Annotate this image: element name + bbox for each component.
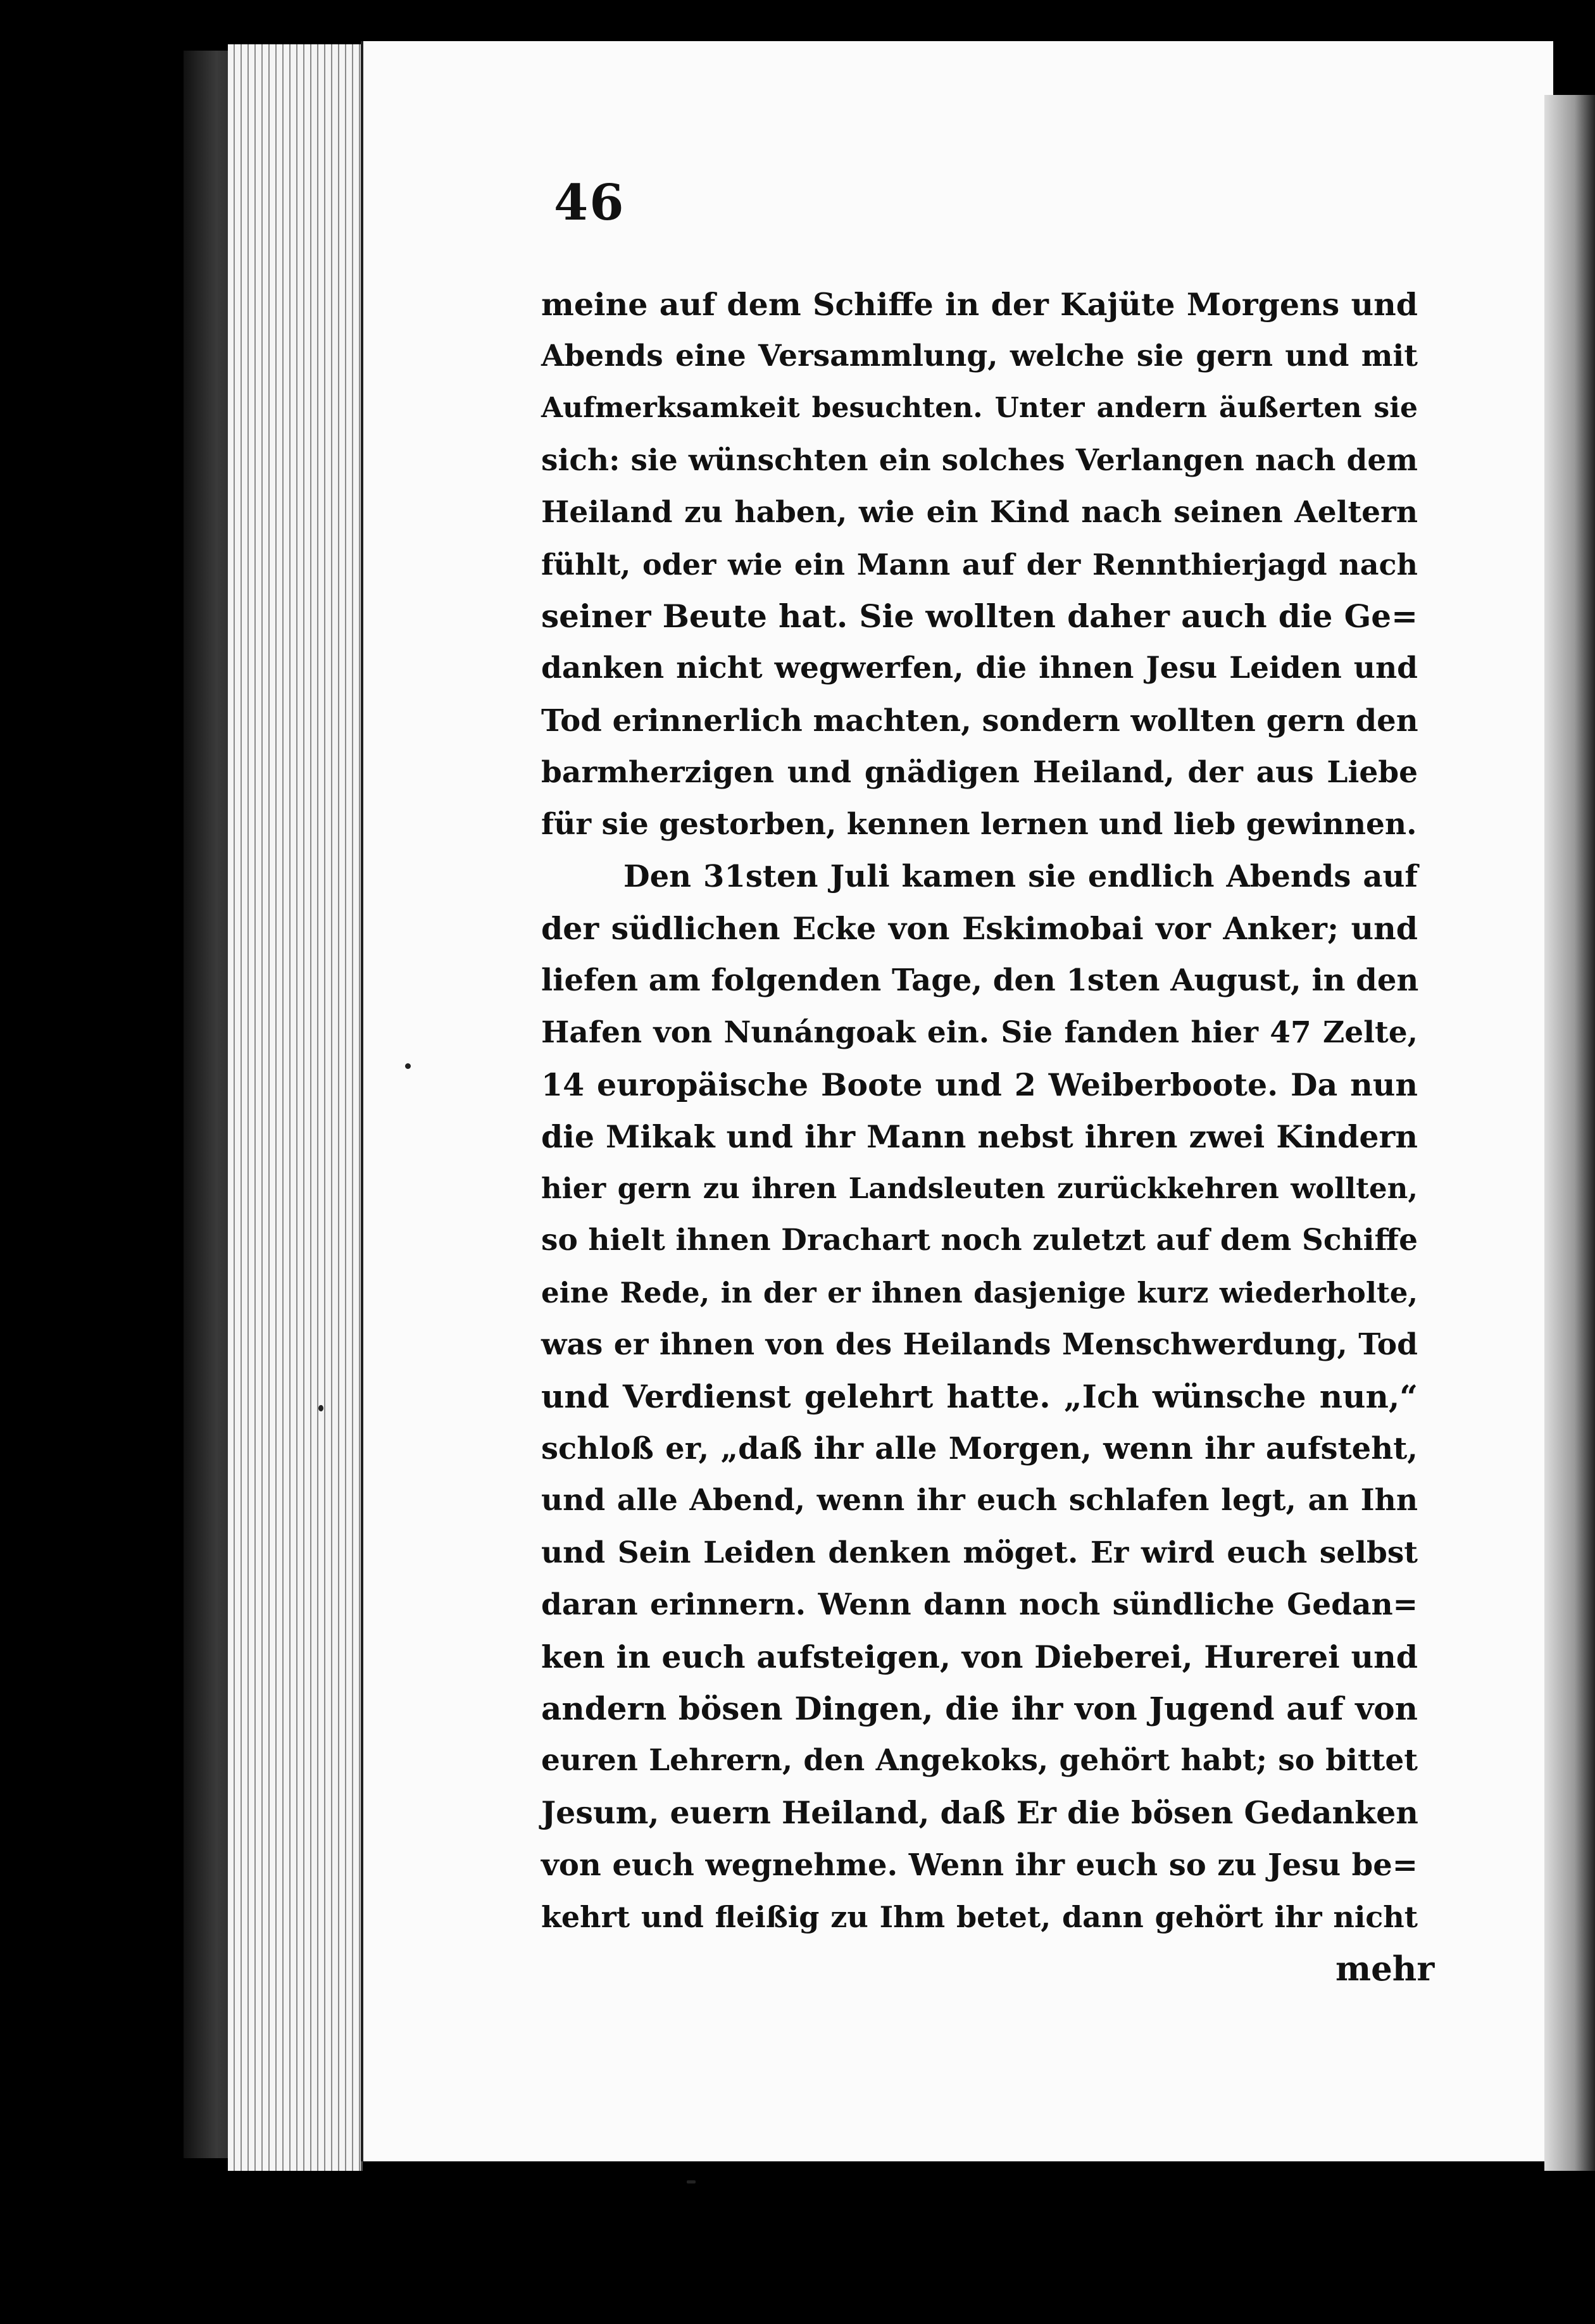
- text-line: hier gern zu ihren Landsleuten zurückkehren wollten,: [541, 1171, 1418, 1206]
- text-line: Hafen von Nunángoak ein. Sie fanden hier 47 Zelte,: [541, 1015, 1418, 1050]
- ink-speck: [405, 1063, 411, 1069]
- text-line: schloß er, „daß ihr alle Morgen, wenn ihr aufsteht,: [541, 1431, 1418, 1467]
- text-line: der südlichen Ecke von Eskimobai vor Anker; und: [541, 910, 1418, 947]
- text-line: eine Rede, in der er ihnen dasjenige kurz wiederholte,: [541, 1275, 1418, 1309]
- ink-speck: [318, 1405, 323, 1411]
- facing-page-edge: [1544, 95, 1595, 2171]
- text-line: und Verdienst gelehrt hatte. „Ich wünsche nun,“: [541, 1377, 1418, 1415]
- text-line: andern bösen Dingen, die ihr von Jugend auf von: [541, 1690, 1418, 1728]
- text-line: ken in euch aufsteigen, von Dieberei, Hurerei und: [541, 1638, 1418, 1675]
- page-edges: [228, 44, 363, 2171]
- text-line: sich: sie wünschten ein solches Verlangen nach dem: [541, 442, 1418, 478]
- text-line: und Sein Leiden denken möget. Er wird euch selbst: [541, 1535, 1418, 1570]
- catchword: mehr: [1335, 1949, 1435, 1989]
- text-line: für sie gestorben, kennen lernen und lieb gewinnen.: [541, 806, 1417, 842]
- page-number: 46: [554, 174, 625, 232]
- text-line: und alle Abend, wenn ihr euch schlafen legt, an Ihn: [541, 1483, 1418, 1518]
- body-text: [541, 278, 1418, 1943]
- text-line: Jesum, euern Heiland, daß Er die bösen Gedanken: [541, 1794, 1418, 1832]
- text-line: Aufmerksamkeit besuchten. Unter andern äußerten sie: [541, 392, 1418, 425]
- text-line: von euch wegnehme. Wenn ihr euch so zu Jesu be=: [541, 1847, 1418, 1883]
- text-line: barmherzigen und gnädigen Heiland, der aus Liebe: [541, 754, 1418, 790]
- text-line: danken nicht wegwerfen, die ihnen Jesu Leiden und: [541, 651, 1418, 686]
- text-line: die Mikak und ihr Mann nebst ihren zwei Kindern: [541, 1118, 1418, 1155]
- text-line: kehrt und fleißig zu Ihm betet, dann gehört ihr nicht: [541, 1899, 1418, 1934]
- text-line: fühlt, oder wie ein Mann auf der Rennthierjagd nach: [541, 547, 1418, 582]
- text-line: euren Lehrern, den Angekoks, gehört habt; so bittet: [541, 1743, 1418, 1778]
- text-line: was er ihnen von des Heilands Menschwerdung, Tod: [541, 1327, 1418, 1362]
- text-line: Tod erinnerlich machten, sondern wollten gern den: [541, 703, 1418, 739]
- text-line: Abends eine Versammlung, welche sie gern und mit: [541, 339, 1418, 374]
- text-line: liefen am folgenden Tage, den 1sten August, in den: [541, 963, 1419, 999]
- text-line: meine auf dem Schiffe in der Kajüte Morgens und: [541, 286, 1418, 323]
- text-line: seiner Beute hat. Sie wollten daher auch die Ge=: [541, 597, 1418, 635]
- text-line: so hielt ihnen Drachart noch zuletzt auf dem Schiffe: [541, 1223, 1418, 1258]
- text-line: daran erinnern. Wenn dann noch sündliche Gedan=: [541, 1587, 1418, 1622]
- paragraph-start-line: Den 31sten Juli kamen sie endlich Abends auf: [623, 859, 1418, 895]
- ink-speck: [687, 2180, 696, 2183]
- text-line: 14 europäische Boote und 2 Weiberboote. Da nun: [541, 1066, 1418, 1103]
- text-line: Heiland zu haben, wie ein Kind nach seinen Aeltern: [541, 494, 1418, 530]
